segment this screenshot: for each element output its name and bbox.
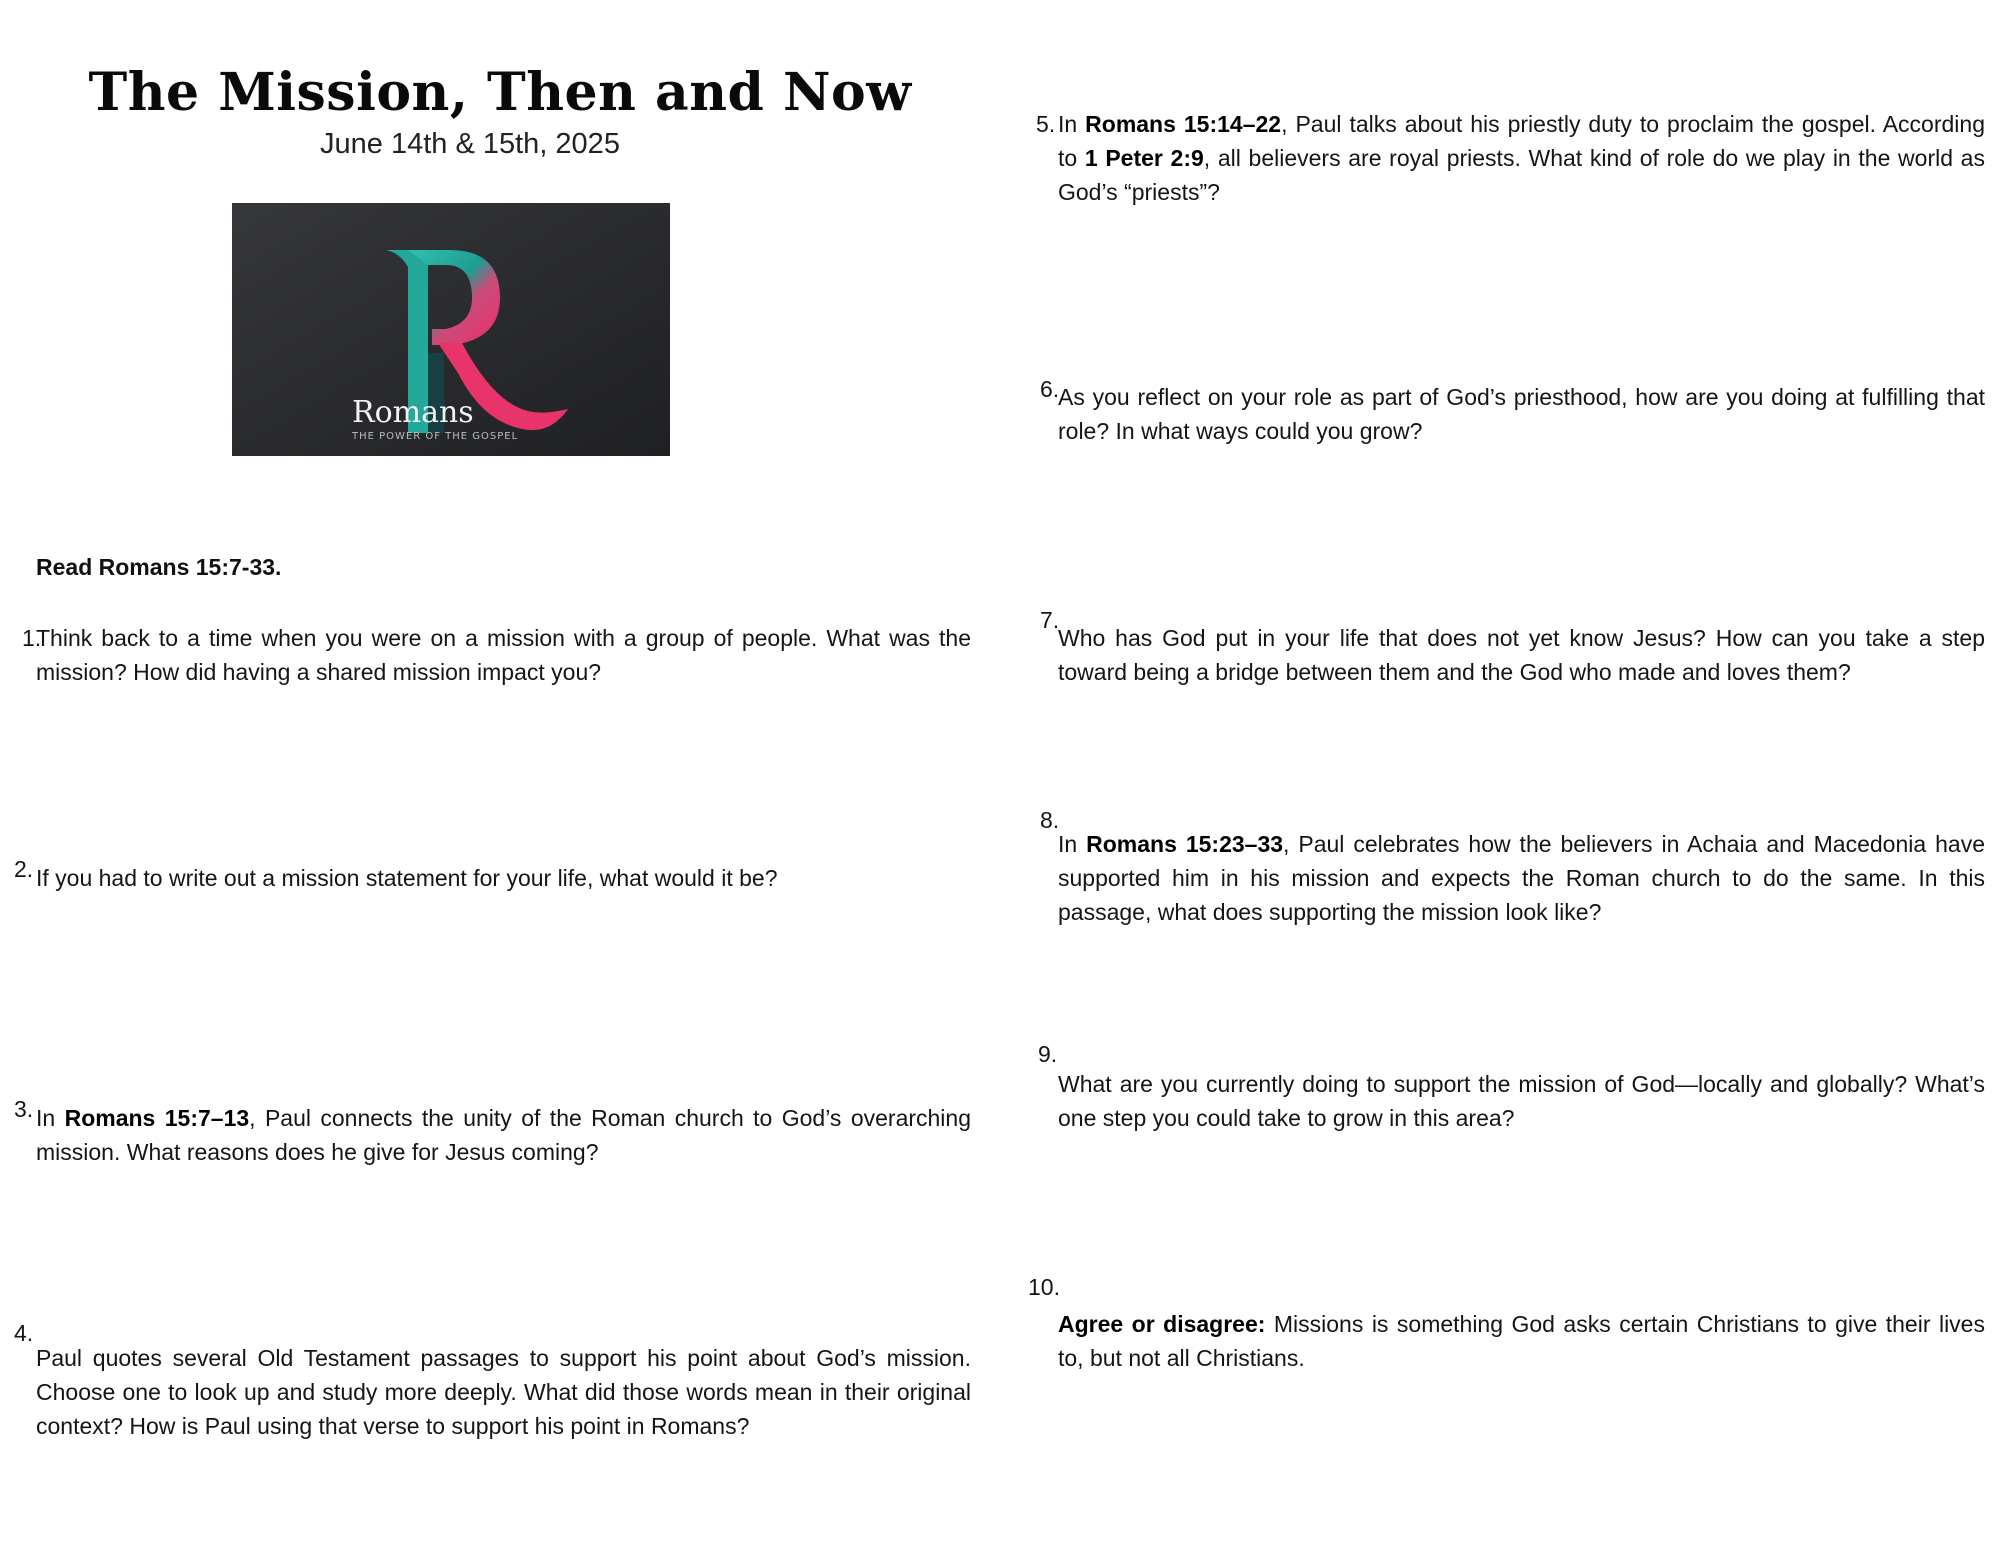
- question-text: Think back to a time when you were on a mission with a group of people. What was the mission? How did having a shared mission impact you?: [36, 625, 971, 685]
- question-text: What are you currently doing to support the mission of God—locally and globally? What’s one step you could take to grow in this area?: [1058, 1071, 1985, 1131]
- question-number: 10.: [1028, 1274, 1060, 1300]
- question-number: 9.: [1038, 1041, 1058, 1067]
- romans-series-banner: [232, 203, 670, 456]
- question-number: 2.: [14, 856, 34, 882]
- question-text: In Romans 15:14–22, Paul talks about his priestly duty to proclaim the gospel. According to 1 Peter 2:9, all believers are royal priests. What kind of role do we play in the world as God’s “priests”?: [1058, 111, 1985, 205]
- question-text: If you had to write out a mission statement for your life, what would it be?: [36, 865, 778, 891]
- question-number: 3.: [14, 1096, 34, 1122]
- scripture-reference: Romans 15:7–13: [64, 1105, 250, 1131]
- question-number: 4.: [14, 1320, 34, 1346]
- banner-series-title: Romans: [352, 395, 474, 430]
- question-text: As you reflect on your role as part of God’s priesthood, how are you doing at fulfilling that role? In what ways could you grow?: [1058, 384, 1985, 444]
- question-number: 5.: [1036, 111, 1056, 137]
- question-text: Who has God put in your life that does not yet know Jesus? How can you take a step toward being a bridge between them and the God who made and loves them?: [1058, 625, 1985, 685]
- question-text: Paul quotes several Old Testament passages to support his point about God’s mission. Choose one to look up and study more deeply. What did those words mean in their original context? How is Paul using that verse to support his point in Romans?: [36, 1345, 971, 1439]
- page-title: The Mission, Then and Now: [88, 62, 912, 123]
- banner-series-subtitle: THE POWER OF THE GOSPEL: [352, 431, 519, 442]
- scripture-reference: Romans 15:14–22: [1085, 111, 1282, 137]
- scripture-reference: 1 Peter 2:9: [1084, 145, 1204, 171]
- question-number: 6.: [1040, 376, 1060, 402]
- question-text: In Romans 15:23–33, Paul celebrates how the believers in Achaia and Macedonia have supported him in his mission and expects the Roman church to do the same. In this passage, what does supporting the mission look like?: [1058, 831, 1985, 925]
- question-text: Agree or disagree: Missions is something God asks certain Christians to give their lives to, but not all Christians.: [1058, 1311, 1985, 1371]
- question-number: 1.: [22, 625, 42, 651]
- question-number: 8.: [1040, 807, 1060, 833]
- agree-disagree-label: Agree or disagree:: [1058, 1311, 1266, 1337]
- question-text: In Romans 15:7–13, Paul connects the unity of the Roman church to God’s overarching mission. What reasons does he give for Jesus coming?: [36, 1105, 972, 1165]
- scripture-reference: Romans 15:23–33: [1086, 831, 1284, 857]
- question-number: 7.: [1040, 607, 1060, 633]
- date-subtitle: June 14th & 15th, 2025: [320, 128, 620, 160]
- reading-instruction: Read Romans 15:7-33.: [36, 554, 282, 580]
